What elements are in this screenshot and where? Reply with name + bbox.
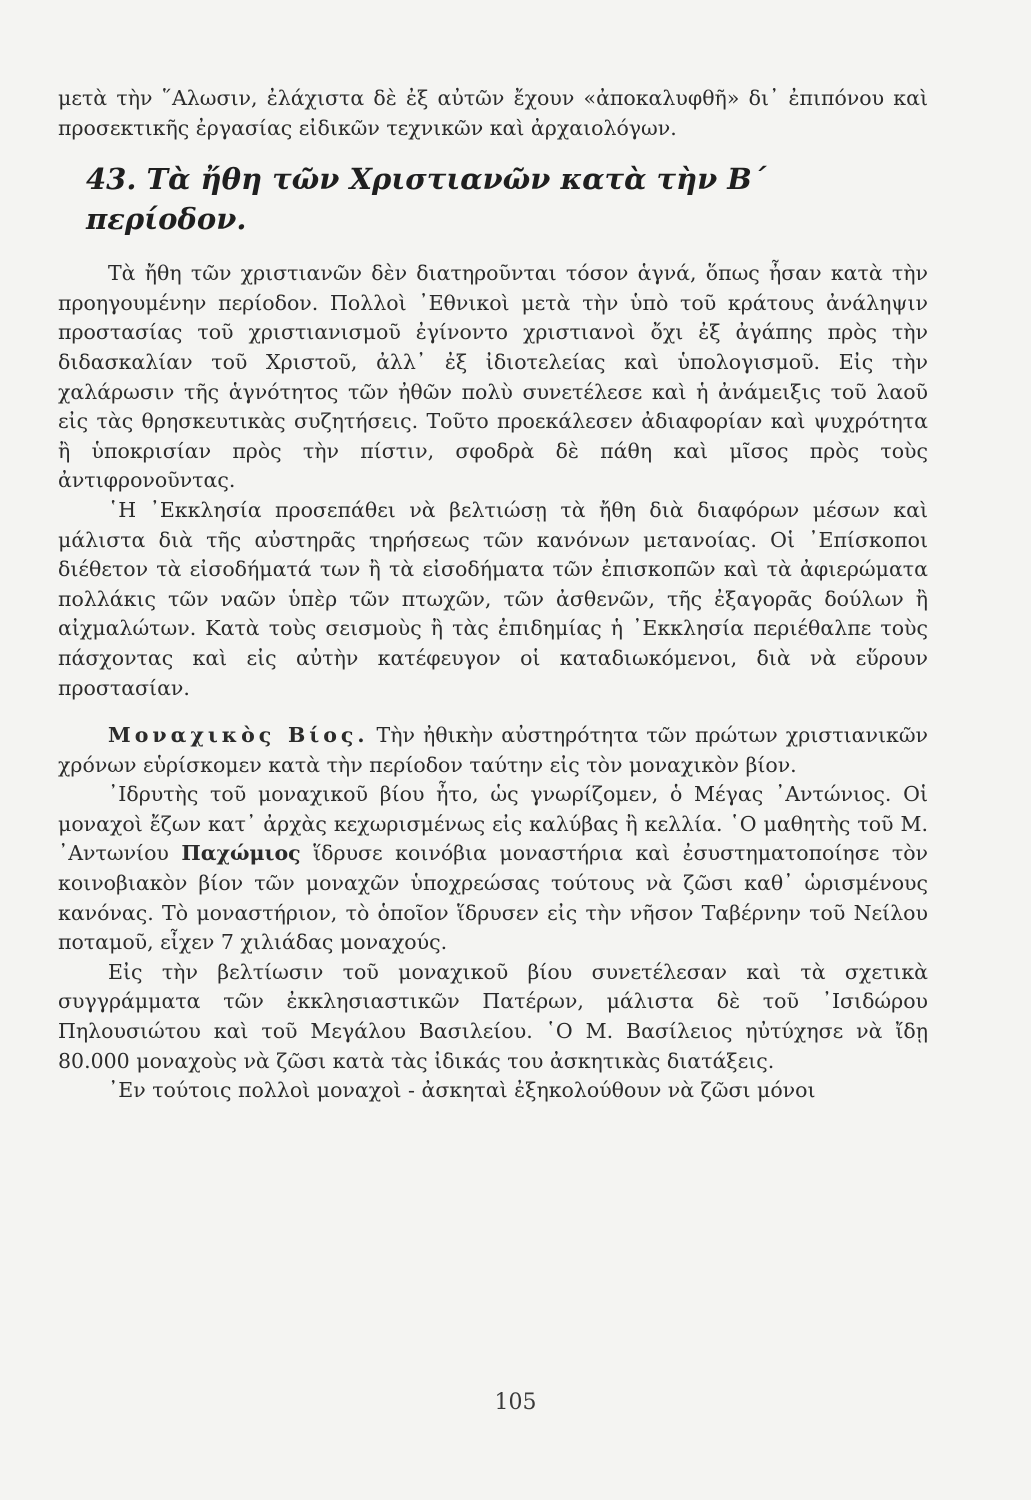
paragraph-monastic-life	[58, 721, 928, 780]
page-text	[58, 84, 928, 1106]
paragraph-founders-text-a: ᾽Ιδρυτὴς τοῦ μοναχικοῦ βίου ἦτο, ὡς γνωρίζομεν, ὁ Μέγας ᾽Αντώνιος. Οἱ μοναχοὶ ἔζων κατ᾽ ἀρχὰς κεχωρισμένως εἰς καλύβας ἢ κελλία. ῾Ο μαθητὴς τοῦ Μ. ᾽Αντωνίου	[58, 782, 928, 866]
paragraph-monastic-life-text: Τὴν ἠθικὴν αὐστηρότητα τῶν πρώτων χριστιανικῶν χρόνων εὑρίσκομεν κατὰ τὴν περίοδον ταύτην εἰς τὸν μοναχικὸν βίον.	[58, 723, 929, 777]
paragraph-church: ῾Η ᾽Εκκλησία προσεπάθει νὰ βελτιώσῃ τὰ ἤθη διὰ διαφόρων μέσων καὶ μάλιστα διὰ τῆς αὐστηρᾶς τηρήσεως τῶν κανόνων μετανοίας. Οἱ ᾽Επίσκοποι διέθετον τὰ εἰσοδήματά των ἢ τὰ εἰσοδήματα τῶν ἐπισκοπῶν καὶ τὰ ἀφιερώματα πολλάκις τῶν ναῶν ὑπὲρ τῶν πτωχῶν, τῶν ἀσθενῶν, τῆς ἐξαγορᾶς δούλων ἢ αἰχμαλώτων. Κατὰ τοὺς σεισμοὺς ἢ τὰς ἐπιδημίας ἡ ᾽Εκκλησία περιέθαλπε τοὺς πάσχοντας καὶ εἰς αὐτὴν κατέφευγον οἱ καταδιωκόμενοι, διὰ νὰ εὕρουν προστασίαν.	[58, 497, 928, 700]
paragraph-morals: Τὰ ἤθη τῶν χριστιανῶν δὲν διατηροῦνται τόσον ἁγνά, ὅπως ἦσαν κατὰ τὴν προηγουμένην περίοδον. Πολλοὶ ᾽Εθνικοὶ μετὰ τὴν ὑπὸ τοῦ κράτους ἀνάληψιν προστασίας τοῦ χριστιανισμοῦ ἐγίνοντο χριστιανοὶ ὄχι ἐξ ἀγάπης πρὸς τὴν διδασκαλίαν τοῦ Χριστοῦ, ἀλλ᾽ ἐξ ἰδιοτελείας καὶ ὑπολογισμοῦ. Εἰς τὴν χαλάρωσιν τῆς ἁγνότητος τῶν ἠθῶν πολὺ συνετέλεσε καὶ ἡ ἀνάμειξις τοῦ λαοῦ εἰς τὰς θρησκευτικὰς συζητήσεις. Τοῦτο προεκάλεσεν ἀδιαφορίαν καὶ ψυχρότητα ἢ ὑποκρισίαν πρὸς τὴν πίστιν, σφοδρὰ δὲ πάθη καὶ μῖσος πρὸς τοὺς ἀντιφρονοῦντας.	[58, 261, 928, 493]
paragraph-ascetics: ᾽Εν τούτοις πολλοὶ μοναχοὶ - ἀσκηταὶ ἐξηκολούθουν νὰ ζῶσι μόνοι	[108, 1078, 816, 1103]
name-pachomios: Παχώμιος	[181, 841, 301, 866]
paragraph-founders-text-b: ἵδρυσε κοινόβια μοναστήρια καὶ ἐσυστηματοποίησε τὸν κοινοβιακὸν βίον τῶν μοναχῶν ὑποχρεώσας τούτους νὰ ζῶσι καθ᾽ ὡρισμένους κανόνας. Τὸ μοναστήριον, τὸ ὁποῖον ἵδρυσεν εἰς τὴν νῆσον Ταβέρνην τοῦ Νείλου ποταμοῦ, εἶχεν 7 χιλιάδας μοναχούς.	[58, 841, 928, 955]
paragraph-fathers: Εἰς τὴν βελτίωσιν τοῦ μοναχικοῦ βίου συνετέλεσαν καὶ τὰ σχετικὰ συγγράμματα τῶν ἐκκλησιαστικῶν Πατέρων, μάλιστα δὲ τοῦ ᾽Ισιδώρου Πηλουσιώτου καὶ τοῦ Μεγάλου Βασιλείου. ῾Ο Μ. Βασίλειος ηὐτύχησε νὰ ἴδῃ 80.000 μοναχοὺς νὰ ζῶσι κατὰ τὰς ἰδικάς του ἀσκητικὰς διατάξεις.	[58, 959, 928, 1073]
intro-paragraph: μετὰ τὴν ῞Αλωσιν, ἐλάχιστα δὲ ἐξ αὐτῶν ἔχουν «ἀποκαλυφθῆ» δι᾽ ἐπιπόνου καὶ προσεκτικῆς ἐργασίας εἰδικῶν τεχνικῶν καὶ ἀρχαιολόγων.	[58, 86, 928, 140]
section-heading: 43. Τὰ ἤθη τῶν Χριστιανῶν κατὰ τὴν Β΄ περίοδον.	[86, 162, 767, 237]
subheading-monastic-life: Μοναχικὸς Βίος.	[108, 723, 369, 748]
paragraph-founders	[58, 780, 928, 958]
page-number: 105	[494, 1390, 537, 1415]
